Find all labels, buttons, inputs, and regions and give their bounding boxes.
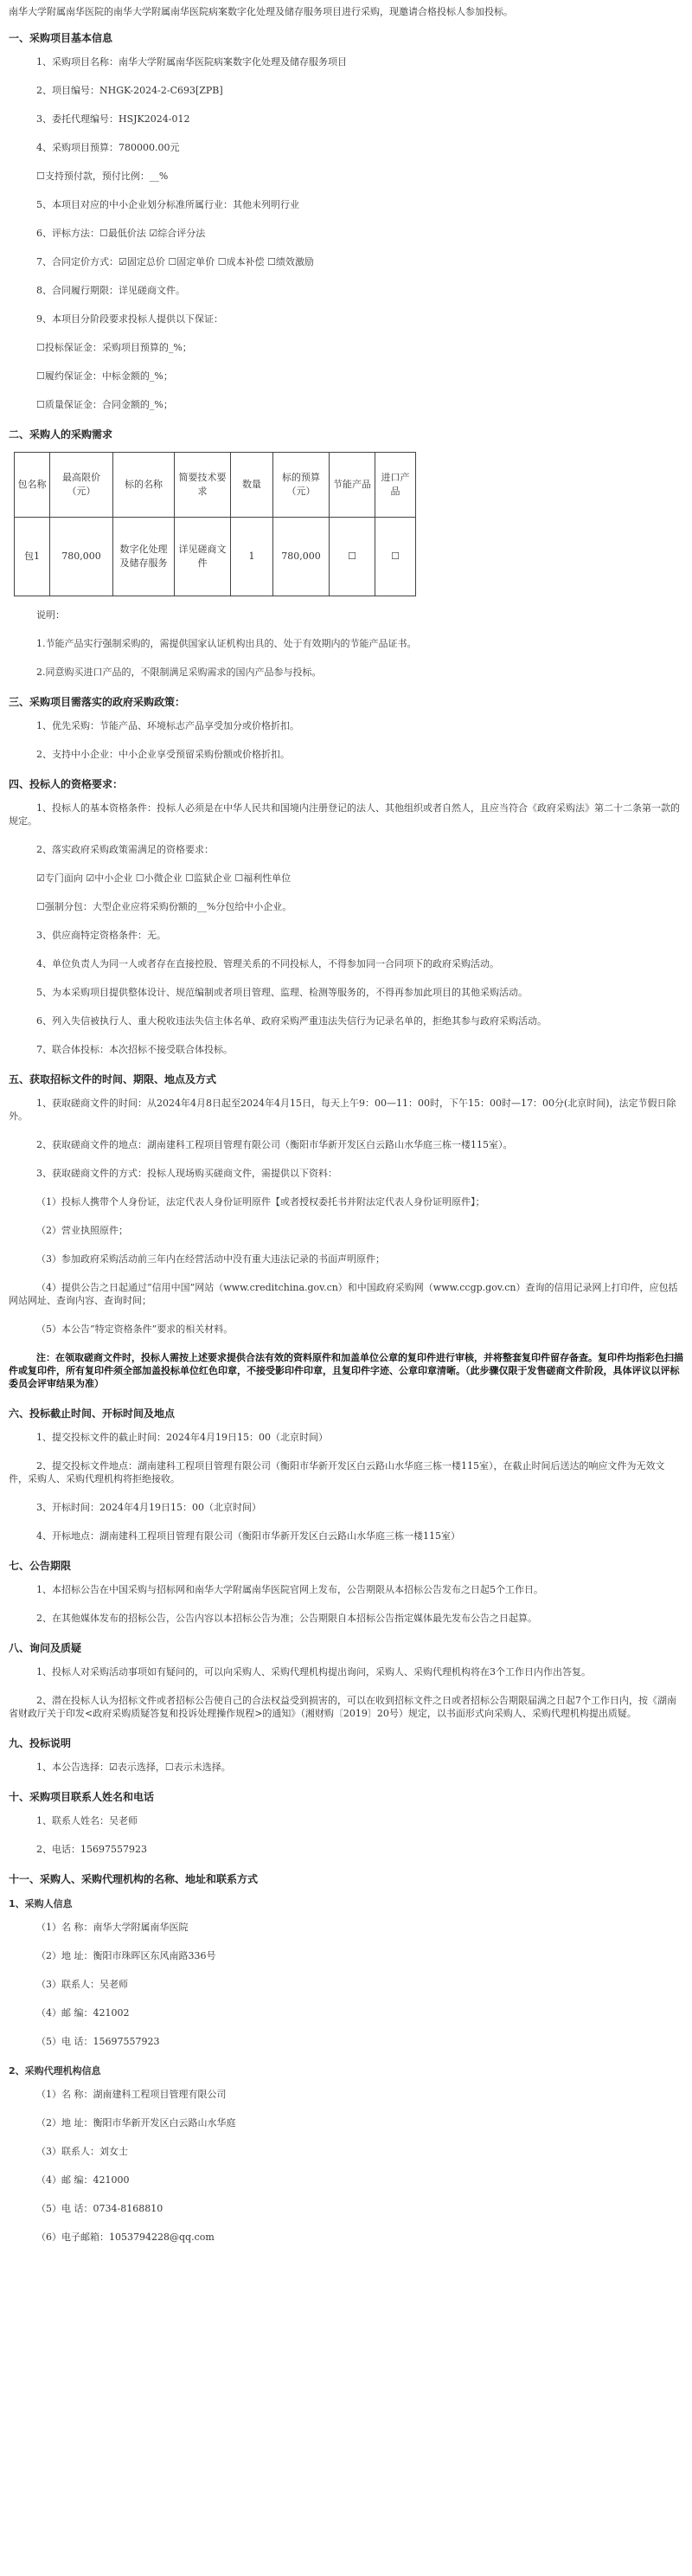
s3-item-1: 1、优先采购：节能产品、环境标志产品享受加分或价格折扣。 <box>36 720 299 731</box>
s10-contact-name: 1、联系人姓名：吴老师 <box>36 1815 138 1826</box>
purchaser-contact: （3）联系人：吴老师 <box>36 1979 128 1990</box>
s5-p4: （1）投标人携带个人身份证，法定代表人身份证明原件【或者授权委托书并附法定代表人身份证明原件】； <box>36 1196 485 1208</box>
agent-phone: （5）电 话：0734-8168810 <box>36 2203 163 2214</box>
s5-p3: 3、获取磋商文件的方式：投标人现场购买磋商文件，需提供以下资料： <box>36 1168 337 1179</box>
col-tech-req: 简要技术要求 <box>175 453 231 518</box>
section-1-title: 一、采购项目基本信息 <box>9 32 113 44</box>
s2-note-2: 2.同意购买进口产品的，不限制满足采购需求的国内产品参与投标。 <box>36 667 322 678</box>
section-9-title: 九、投标说明 <box>9 1737 72 1749</box>
col-budget: 标的预算（元） <box>273 453 330 518</box>
purchaser-info-title: 1、采购人信息 <box>9 1898 73 1909</box>
s8-p1: 1、投标人对采购活动事项如有疑问的，可以向采购人、采购代理机构提出询问，采购人、采购代理机构将在3个工作日内作出答复。 <box>36 1666 591 1678</box>
s6-p2: 2、提交投标文件地点：湖南建科工程项目管理有限公司（衡阳市华新开发区白云路山水华庭三栋一楼115室），在截止时间后送达的响应文件为无效文件，采购人、采购代理机构将拒绝接收。 <box>9 1460 665 1484</box>
s5-p1: 1、获取磋商文件的时间：从2024年4月8日起至2024年4月15日，每天上午9：00—11：00时，下午15：00时—17：00分(北京时间)，法定节假日除外。 <box>9 1098 676 1122</box>
s4-p9: 7、联合体投标：本次招标不接受联合体投标。 <box>36 1044 233 1055</box>
section-8-title: 八、询问及质疑 <box>9 1642 82 1654</box>
col-import: 进口产品 <box>375 453 416 518</box>
agent-name: （1）名 称：湖南建科工程项目管理有限公司 <box>36 2089 227 2100</box>
s4-p2: 2、落实政府采购政策需满足的资格要求： <box>36 844 214 855</box>
section-4-title: 四、投标人的资格要求： <box>9 778 124 790</box>
s10-contact-phone: 2、电话：15697557923 <box>36 1844 147 1855</box>
requirements-table <box>14 452 416 596</box>
s1-item-term: 8、合同履行期限：详见磋商文件。 <box>36 285 185 296</box>
agent-email: （6）电子邮箱：1053794228@qq.com <box>36 2231 215 2243</box>
col-max-price: 最高限价（元） <box>50 453 113 518</box>
s1-item-industry: 5、本项目对应的中小企业划分标准所属行业：其他未列明行业 <box>36 199 299 210</box>
s3-item-2: 2、支持中小企业：中小企业享受预留采购份额或价格折扣。 <box>36 749 290 760</box>
section-11-title: 十一、采购人、采购代理机构的名称、地址和联系方式 <box>9 1873 259 1885</box>
agent-info-title: 2、采购代理机构信息 <box>9 2065 101 2077</box>
s1-item-pricing: 7、合同定价方式：☑固定总价 ☐固定单价 ☐成本补偿 ☐绩效激励 <box>36 256 314 267</box>
s1-item-bid-bond: ☐投标保证金：采购项目预算的_%； <box>36 342 192 353</box>
s5-bold-note: 注：在领取磋商文件时，投标人需按上述要求提供合法有效的资料原件和加盖单位公章的复印件进行审核，并将整套复印件留存备查。复印件均指彩色扫描件或复印件，所有复印件须全部加盖投标单位红色印章，不接受影印件印章，且复印件字迹、公章印章清晰。（此步骤仅限于发售磋商文件阶段，具体评议以评标委员会评审结果为准） <box>9 1352 683 1389</box>
s6-p3: 3、开标时间：2024年4月19日15：00（北京时间） <box>36 1502 261 1513</box>
section-10-title: 十、采购项目联系人姓名和电话 <box>9 1791 155 1803</box>
s5-p8: （5）本公告“特定资格条件”要求的相关材料。 <box>36 1323 234 1335</box>
s4-p1: 1、投标人的基本资格条件：投标人必须是在中华人民共和国境内注册登记的法人、其他组织或者自然人，且应当符合《政府采购法》第二十二条第一款的规定。 <box>9 802 680 827</box>
s5-p6: （3）参加政府采购活动前三年内在经营活动中没有重大违法记录的书面声明原件； <box>36 1253 385 1265</box>
purchaser-postcode: （4）邮 编：421002 <box>36 2007 130 2019</box>
section-7-title: 七、公告期限 <box>9 1560 72 1572</box>
cell-budget: 780,000 <box>273 518 330 596</box>
table-row <box>15 518 416 596</box>
s4-p6: 4、单位负责人为同一人或者存在直接控股、管理关系的不同投标人，不得参加同一合同项下的政府采购活动。 <box>36 958 499 969</box>
s1-item-eval-method: 6、评标方法：☐最低价法 ☑综合评分法 <box>36 228 206 239</box>
s1-item-performance-bond: ☐履约保证金：中标金额的_%； <box>36 370 173 382</box>
cell-energy: ☐ <box>330 518 375 596</box>
s1-item-agency-no: 3、委托代理编号：HSJK2024-012 <box>36 113 190 125</box>
s1-item-quality-bond: ☐质量保证金：合同金额的_%； <box>36 399 173 410</box>
cell-import: ☐ <box>375 518 416 596</box>
s8-p2: 2、潜在投标人认为招标文件或者招标公告使自己的合法权益受到损害的，可以在收到招标文件之日或者招标公告期限届满之日起7个工作日内，按《湖南省财政厅关于印发<政府采购质疑答复和投诉处理操作规程>的通知》（湘财购〔2019〕20号）规定，以书面形式向采购人、采购代理机构提出质疑。 <box>9 1695 676 1719</box>
section-3-title: 三、采购项目需落实的政府采购政策： <box>9 696 186 708</box>
section-5-title: 五、获取招标文件的时间、期限、地点及方式 <box>9 1073 217 1085</box>
purchaser-phone: （5）电 话：15697557923 <box>36 2036 160 2047</box>
purchaser-name: （1）名 称：南华大学附属南华医院 <box>36 1922 189 1933</box>
col-energy: 节能产品 <box>330 453 375 518</box>
s6-p1: 1、提交投标文件的截止时间：2024年4月19日15：00（北京时间） <box>36 1432 328 1443</box>
col-quantity: 数量 <box>231 453 273 518</box>
s1-item-project-no: 2、项目编号：NHGK-2024-2-C693[ZPB] <box>36 85 223 96</box>
s6-p4: 4、开标地点：湖南建科工程项目管理有限公司（衡阳市华新开发区白云路山水华庭三栋一楼115室） <box>36 1530 460 1542</box>
section-6-title: 六、投标截止时间、开标时间及地点 <box>9 1407 176 1420</box>
cell-package: 包1 <box>15 518 50 596</box>
s5-p5: （2）营业执照原件； <box>36 1225 128 1236</box>
agent-address: （2）地 址：衡阳市华新开发区白云路山水华庭 <box>36 2117 236 2128</box>
s9-p1: 1、本公告选择：☑表示选择，☐表示未选择。 <box>36 1761 231 1773</box>
purchaser-address: （2）地 址：衡阳市珠晖区东风南路336号 <box>36 1950 216 1961</box>
s4-p5: 3、供应商特定资格条件：无。 <box>36 930 166 941</box>
section-2-title: 二、采购人的采购需求 <box>9 428 113 441</box>
s4-p3: ☑专门面向 ☑中小企业 ☐小微企业 ☐监狱企业 ☐福利性单位 <box>36 873 292 884</box>
s2-note-label: 说明： <box>36 609 65 621</box>
agent-contact: （3）联系人：刘女士 <box>36 2146 128 2157</box>
intro-text: 南华大学附属南华医院的南华大学附属南华医院病案数字化处理及储存服务项目进行采购，现邀请合格投标人参加投标。 <box>9 6 513 17</box>
table-header-row <box>15 453 416 518</box>
s5-p2: 2、获取磋商文件的地点：湖南建科工程项目管理有限公司（衡阳市华新开发区白云路山水华庭三栋一楼115室）。 <box>36 1139 513 1150</box>
agent-postcode: （4）邮 编：421000 <box>36 2174 130 2186</box>
s4-p8: 6、列入失信被执行人、重大税收违法失信主体名单、政府采购严重违法失信行为记录名单的，拒绝其参与政府采购活动。 <box>36 1015 547 1027</box>
s7-p2: 2、在其他媒体发布的招标公告，公告内容以本招标公告为准；公告期限自本招标公告指定媒体最先发布公告之日起算。 <box>36 1613 537 1624</box>
s7-p1: 1、本招标公告在中国采购与招标网和南华大学附属南华医院官网上发布，公告期限从本招标公告发布之日起5个工作日。 <box>36 1584 543 1595</box>
s4-p4: ☐强制分包：大型企业应将采购份额的__%分包给中小企业。 <box>36 901 292 912</box>
col-package: 包名称 <box>15 453 50 518</box>
s2-note-1: 1.节能产品实行强制采购的，需提供国家认证机构出具的、处于有效期内的节能产品证书。 <box>36 638 417 649</box>
s4-p7: 5、为本采购项目提供整体设计、规范编制或者项目管理、监理、检测等服务的，不得再参加此项目的其他采购活动。 <box>36 987 528 998</box>
cell-max-price: 780,000 <box>50 518 113 596</box>
s1-item-project-name: 1、采购项目名称：南华大学附属南华医院病案数字化处理及储存服务项目 <box>36 56 347 68</box>
cell-tech-req: 详见磋商文件 <box>175 518 231 596</box>
s1-item-guarantee: 9、本项目分阶段要求投标人提供以下保证： <box>36 313 223 325</box>
cell-item-name: 数字化处理及储存服务 <box>113 518 175 596</box>
s1-item-prepay: ☐支持预付款，预付比例：__% <box>36 171 169 182</box>
cell-quantity: 1 <box>231 518 273 596</box>
col-item-name: 标的名称 <box>113 453 175 518</box>
s1-item-budget: 4、采购项目预算：780000.00元 <box>36 142 180 153</box>
s5-p7: （4）提供公告之日起通过“信用中国”网站（www.creditchina.gov.cn）和中国政府采购网（www.ccgp.gov.cn）查询的信用记录网上打印件，应包括网站网址、查询内容、查询时间； <box>9 1282 678 1306</box>
